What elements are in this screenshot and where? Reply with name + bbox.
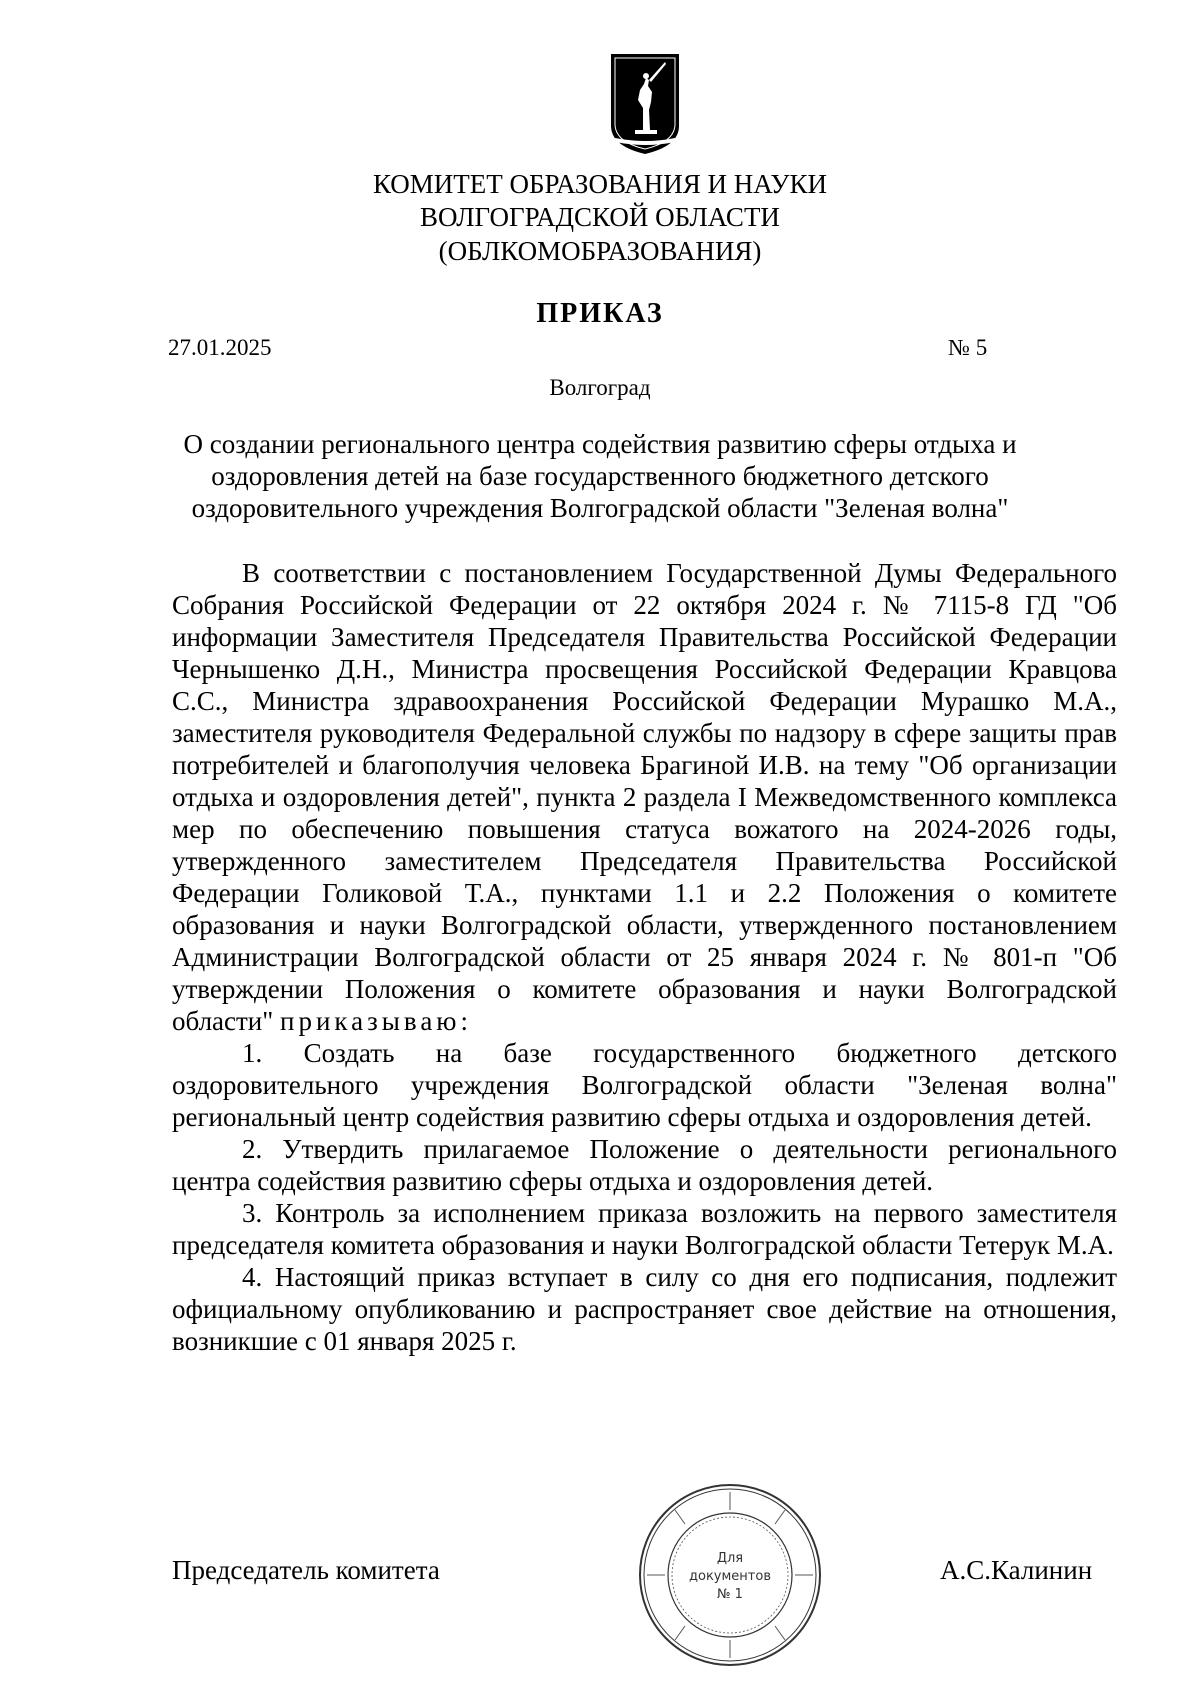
document-date: 27.01.2025 [168, 335, 272, 360]
preamble-text: В соответствии с постановлением Государственной Думы Федерального Собрания Российской Федерации от 22 октября 2024 г. № 7115-8 ГД "Об информации Заместителя Председателя Правительства Российской Федерации Чернышенко Д.Н., Министра просвещения Российской Федерации Кравцова С.С., Министра здравоохранения Российской Федерации Мурашко М.А., заместителя руководителя Федеральной службы по надзору в сфере защиты прав потребителей и благополучия человека Брагиной И.В. на тему "Об организации отдыха и оздоровления детей", пункта 2 раздела I Межведомственного комплекса мер по обеспечению повышения статуса вожатого на 2024-2026 годы, утвержденного заместителем Председателя Правительства Российской Федерации Голиковой Т.А., пунктами 1.1 и 2.2 Положения о комитете образования и науки Волгоградской области, утвержденного постановлением Администрации Волгоградской области от 25 января 2024 г. № 801-п "Об утверждении Положения о комитете образования и науки Волгоградской области" [172, 558, 1117, 1036]
organization-abbreviation: (ОБЛКОМОБРАЗОВАНИЯ) [438, 236, 762, 266]
document-body [172, 557, 1117, 1357]
document-title: ПРИКАЗ [536, 298, 664, 329]
stamp-line-1: Для [716, 1551, 744, 1566]
order-item-3: 3. Контроль за исполнением приказа возложить на первого заместителя председателя комитета образования и науки Волгоградской области Тетерук М.А. [172, 1198, 1117, 1260]
preamble-paragraph [172, 557, 1117, 1037]
stamp-line-2: документов [689, 1569, 771, 1584]
order-item-1: 1. Создать на базе государственного бюджетного детского оздоровительного учреждения Волгоградской области "Зеленая волна" региональный центр содействия развитию сферы отдыха и оздоровления детей. [172, 1038, 1117, 1132]
document-subject: О создании регионального центра содействия развитию сферы отдыха и оздоровления детей на базе государственного бюджетного детского оздоровительного учреждения Волгоградской области "Зеленая волна" [183, 429, 1017, 523]
document-city: Волгоград [549, 375, 651, 400]
decree-word: приказываю: [280, 1006, 472, 1036]
organization-name-line-2: ВОЛГОГРАДСКОЙ ОБЛАСТИ [420, 202, 780, 232]
stamp-line-3: № 1 [717, 1587, 743, 1602]
order-item-4: 4. Настоящий приказ вступает в силу со дня его подписания, подлежит официальному опубликованию и распространяет свое действие на отношения, возникшие с 01 января 2025 г. [172, 1262, 1117, 1356]
order-item-2: 2. Утвердить прилагаемое Положение о деятельности регионального центра содействия развитию сферы отдыха и оздоровления детей. [172, 1134, 1117, 1196]
document-number: № 5 [948, 335, 988, 360]
signer-position: Председатель комитета [172, 1555, 440, 1585]
organization-name-line-1: КОМИТЕТ ОБРАЗОВАНИЯ И НАУКИ [372, 169, 828, 199]
official-stamp [635, 1480, 825, 1670]
signer-name: А.С.Калинин [940, 1555, 1093, 1585]
coat-of-arms-emblem [605, 50, 685, 158]
